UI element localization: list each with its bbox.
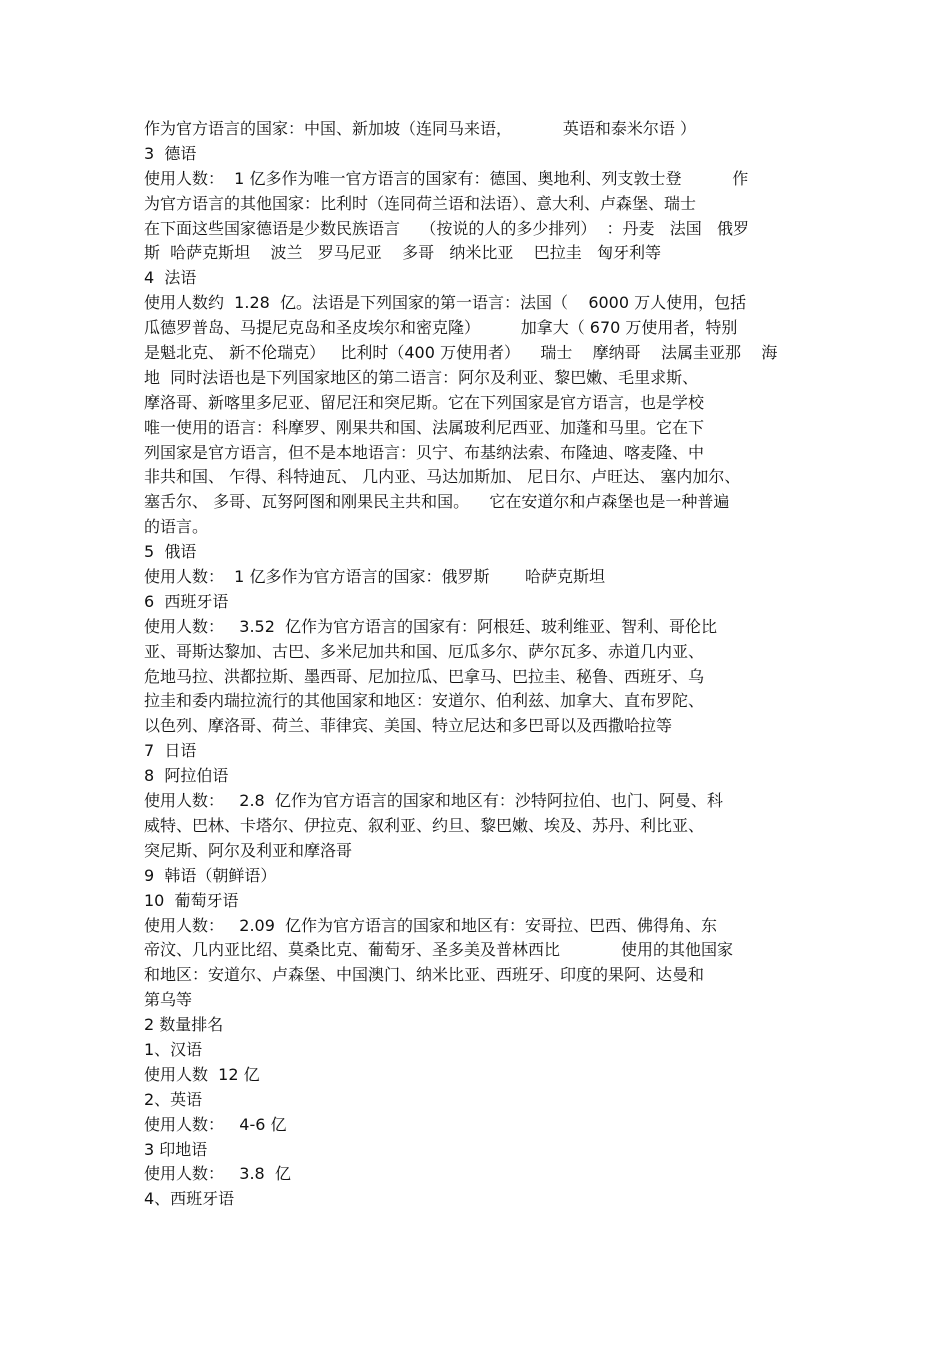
text-line: 4 法语 bbox=[144, 268, 197, 288]
text-line: 是魁北克、 新不伦瑞克） 比利时（400 万使用者） 瑞士 摩纳哥 法属圭亚那 海 bbox=[144, 343, 778, 363]
text-line: 使用人数： 4-6 亿 bbox=[144, 1114, 287, 1134]
text-line: 3 印地语 bbox=[144, 1139, 208, 1159]
text-line: 突尼斯、阿尔及利亚和摩洛哥 bbox=[144, 840, 353, 860]
text-line: 4、西班牙语 bbox=[144, 1189, 235, 1209]
text-line: 1、汉语 bbox=[144, 1039, 203, 1059]
text-line: 亚、哥斯达黎加、古巴、多米尼加共和国、厄瓜多尔、萨尔瓦多、赤道几内亚、 bbox=[144, 641, 705, 661]
text-line: 使用人数： 3.52 亿作为官方语言的国家有：阿根廷、玻利维亚、智利、哥伦比 bbox=[144, 616, 718, 636]
text-line: 2、英语 bbox=[144, 1089, 203, 1109]
text-line: 第乌等 bbox=[144, 990, 193, 1010]
text-line: 2 数量排名 bbox=[144, 1015, 224, 1035]
text-line: 作为官方语言的国家：中国、新加坡（连同马来语， 英语和泰米尔语 ） bbox=[144, 119, 696, 138]
text-line: 3 德语 bbox=[144, 143, 197, 163]
text-line: 列国家是官方语言，但不是本地语言：贝宁、布基纳法索、布隆迪、喀麦隆、中 bbox=[144, 442, 705, 462]
text-line: 使用人数约 1.28 亿。法语是下列国家的第一语言：法国（ 6000 万人使用，包括 bbox=[144, 293, 747, 313]
text-line: 帝汶、几内亚比绍、莫桑比克、葡萄牙、圣多美及普林西比 使用的其他国家 bbox=[144, 940, 734, 960]
text-line: 地 同时法语也是下列国家地区的第二语言：阿尔及利亚、黎巴嫩、毛里求斯、 bbox=[144, 367, 699, 387]
text-line: 7 日语 bbox=[144, 741, 197, 761]
text-line: 唯一使用的语言：科摩罗、刚果共和国、法属玻利尼西亚、加蓬和马里。它在下 bbox=[144, 417, 705, 437]
text-line: 在下面这些国家德语是少数民族语言 （按说的人的多少排列） ：丹麦 法国 俄罗 bbox=[144, 218, 750, 238]
text-line: 5 俄语 bbox=[144, 542, 197, 562]
text-line: 危地马拉、洪都拉斯、墨西哥、尼加拉瓜、巴拿马、巴拉圭、秘鲁、西班牙、乌 bbox=[144, 666, 705, 686]
text-line: 以色列、摩洛哥、荷兰、菲律宾、美国、特立尼达和多巴哥以及西撒哈拉等 bbox=[144, 716, 673, 736]
text-line: 使用人数： 1 亿多作为唯一官方语言的国家有：德国、奥地利、列支敦士登 作 bbox=[144, 168, 749, 188]
text-line: 使用人数： 3.8 亿 bbox=[144, 1164, 291, 1184]
text-line: 非共和国、 乍得、科特迪瓦、 几内亚、马达加斯加、 尼日尔、卢旺达、 塞内加尔、 bbox=[144, 467, 741, 487]
text-line: 使用人数： 1 亿多作为官方语言的国家：俄罗斯 哈萨克斯坦 bbox=[144, 567, 606, 587]
text-line: 为官方语言的其他国家：比利时（连同荷兰语和法语）、意大利、卢森堡、瑞士 bbox=[144, 193, 697, 213]
document-body bbox=[144, 117, 824, 1212]
text-line: 和地区：安道尔、卢森堡、中国澳门、纳米比亚、西班牙、印度的果阿、达曼和 bbox=[144, 965, 705, 985]
text-line: 8 阿拉伯语 bbox=[144, 766, 229, 786]
text-line: 6 西班牙语 bbox=[144, 591, 229, 611]
text-line: 瓜德罗普岛、马提尼克岛和圣皮埃尔和密克隆） 加拿大（ 670 万使用者，特别 bbox=[144, 318, 738, 338]
text-line: 的语言。 bbox=[144, 517, 209, 537]
text-line: 使用人数： 2.8 亿作为官方语言的国家和地区有：沙特阿拉伯、也门、阿曼、科 bbox=[144, 791, 723, 811]
text-line: 使用人数 12 亿 bbox=[144, 1064, 260, 1084]
text-line: 摩洛哥、新喀里多尼亚、留尼汪和突尼斯。它在下列国家是官方语言，也是学校 bbox=[144, 392, 705, 412]
text-line: 10 葡萄牙语 bbox=[144, 890, 239, 910]
text-line: 拉圭和委内瑞拉流行的其他国家和地区：安道尔、伯利兹、加拿大、直布罗陀、 bbox=[144, 691, 705, 711]
text-line: 威特、巴林、卡塔尔、伊拉克、叙利亚、约旦、黎巴嫩、埃及、苏丹、利比亚、 bbox=[144, 815, 705, 835]
text-line: 塞舌尔、 多哥、瓦努阿图和刚果民主共和国。 它在安道尔和卢森堡也是一种普遍 bbox=[144, 492, 730, 512]
text-line: 9 韩语（朝鲜语） bbox=[144, 865, 277, 885]
text-line: 使用人数： 2.09 亿作为官方语言的国家和地区有：安哥拉、巴西、佛得角、东 bbox=[144, 915, 718, 935]
text-line: 斯 哈萨克斯坦 波兰 罗马尼亚 多哥 纳米比亚 巴拉圭 匈牙利等 bbox=[144, 243, 661, 263]
